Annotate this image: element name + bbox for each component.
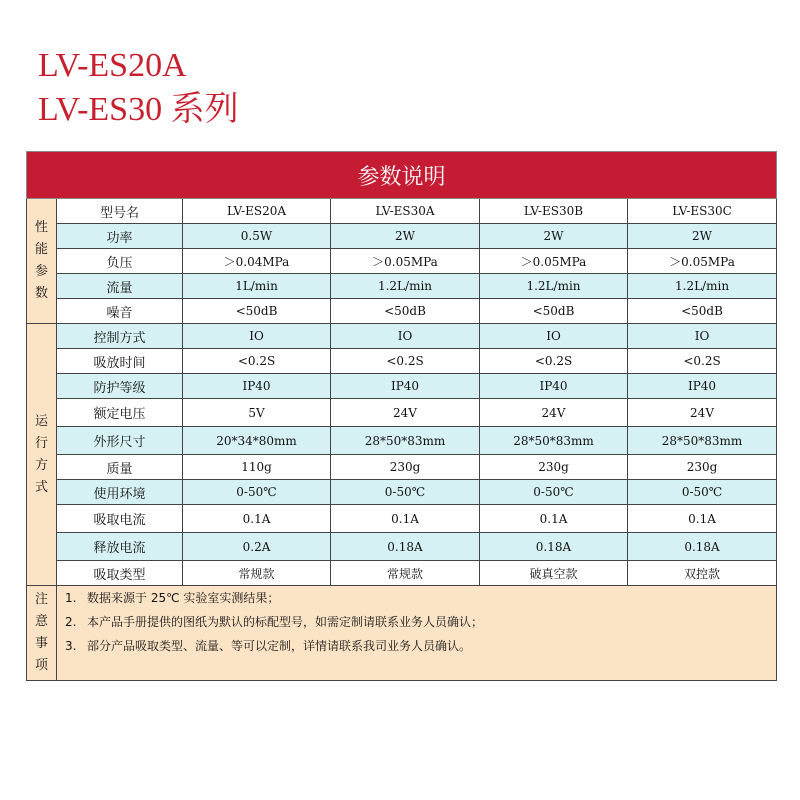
row-value: <0.2S [183,349,331,374]
row-label: 负压 [57,249,183,274]
column-header-row [27,199,777,224]
category-char: 性 [34,220,48,235]
row-value: <50dB [183,299,331,324]
category-char: 行 [34,435,48,451]
row-value: 230g [628,455,777,480]
row-label: 质量 [57,455,183,480]
notes-row [27,586,777,681]
row-value: 28*50*83mm [331,427,480,455]
row-value: 230g [331,455,480,480]
row-value: 24V [628,399,777,427]
row-value: IP40 [628,374,777,399]
page-title-series: LV-ES30 系列 [38,91,239,128]
column-header-model: LV-ES20A [183,199,331,224]
table-row [27,427,777,455]
row-value: IP40 [331,374,480,399]
row-value: <0.2S [480,349,628,374]
page-title-model: LV-ES20A [38,47,187,84]
note-item [57,610,776,634]
row-value: <0.2S [331,349,480,374]
note-number: 3. [65,639,77,653]
row-value: <50dB [628,299,777,324]
row-label: 噪音 [57,299,183,324]
category-char: 运 [34,413,48,429]
row-value: <50dB [480,299,628,324]
spec-table [26,151,777,681]
category-char: 式 [34,479,48,495]
row-label: 释放电流 [57,533,183,561]
row-value: ＞0.05MPa [628,249,777,274]
row-value: 0.1A [331,505,480,533]
row-label: 使用环境 [57,480,183,505]
row-label: 流量 [57,274,183,299]
category-char: 项 [34,658,48,673]
row-value: 2W [480,224,628,249]
row-value: 常规款 [183,561,331,586]
table-row [27,399,777,427]
row-label: 控制方式 [57,324,183,349]
note-text: 部分产品吸取类型、流量、等可以定制，详情请联系我司业务人员确认。 [87,639,472,653]
row-value: 110g [183,455,331,480]
row-value: 双控款 [628,561,777,586]
row-value: 0.1A [628,505,777,533]
row-value: 破真空款 [480,561,628,586]
row-value: 230g [480,455,628,480]
category-char: 意 [34,614,48,629]
row-value: 1.2L/min [480,274,628,299]
table-row [27,561,777,586]
category-char: 方 [34,457,48,473]
note-number: 2. [65,615,77,629]
row-label: 额定电压 [57,399,183,427]
table-row [27,249,777,274]
row-value: 0-50℃ [331,480,480,505]
table-row [27,274,777,299]
category-operation [27,324,57,586]
notes-content [57,586,777,681]
category-char: 事 [34,636,48,651]
row-value: ＞0.04MPa [183,249,331,274]
row-value: IO [628,324,777,349]
table-row [27,299,777,324]
row-value: 0-50℃ [628,480,777,505]
row-value: 28*50*83mm [628,427,777,455]
row-value: IP40 [183,374,331,399]
column-header-model: LV-ES30C [628,199,777,224]
row-value: IO [480,324,628,349]
row-value: 0.1A [183,505,331,533]
row-value: 0-50℃ [480,480,628,505]
row-value: <50dB [331,299,480,324]
row-value: <0.2S [628,349,777,374]
row-label: 防护等级 [57,374,183,399]
table-row [27,455,777,480]
row-value: IO [331,324,480,349]
row-label: 外形尺寸 [57,427,183,455]
row-value: 1L/min [183,274,331,299]
column-header-model: LV-ES30A [331,199,480,224]
table-row [27,324,777,349]
row-value: 0.5W [183,224,331,249]
category-char: 注 [34,592,48,607]
row-value: 0.18A [480,533,628,561]
row-label: 功率 [57,224,183,249]
table-row [27,480,777,505]
column-header-label: 型号名 [57,199,183,224]
row-value: 5V [183,399,331,427]
row-value: 0.1A [480,505,628,533]
row-label: 吸取电流 [57,505,183,533]
row-value: ＞0.05MPa [331,249,480,274]
table-header-title: 参数说明 [27,152,777,199]
note-item [57,586,776,610]
row-value: 20*34*80mm [183,427,331,455]
row-value: 0.18A [331,533,480,561]
row-value: 0.2A [183,533,331,561]
category-char: 数 [34,286,48,301]
row-value: 2W [628,224,777,249]
category-char: 参 [34,264,48,279]
table-row [27,224,777,249]
row-value: 0-50℃ [183,480,331,505]
table-header-row [27,152,777,199]
column-header-model: LV-ES30B [480,199,628,224]
table-row [27,533,777,561]
note-item [57,634,776,658]
table-row [27,374,777,399]
row-label: 吸取类型 [57,561,183,586]
category-notes [27,586,57,681]
row-value: ＞0.05MPa [480,249,628,274]
row-value: 28*50*83mm [480,427,628,455]
category-char: 能 [34,242,48,257]
row-value: 0.18A [628,533,777,561]
table-row [27,505,777,533]
row-value: 24V [480,399,628,427]
row-value: 常规款 [331,561,480,586]
row-value: 2W [331,224,480,249]
note-number: 1. [65,591,77,605]
row-value: IO [183,324,331,349]
note-text: 本产品手册提供的图纸为默认的标配型号，如需定制请联系业务人员确认； [87,615,484,629]
row-value: IP40 [480,374,628,399]
row-value: 1.2L/min [628,274,777,299]
row-label: 吸放时间 [57,349,183,374]
row-value: 24V [331,399,480,427]
table-row [27,349,777,374]
note-text: 数据来源于 25℃ 实验室实测结果； [87,591,280,605]
row-value: 1.2L/min [331,274,480,299]
category-performance [27,199,57,324]
